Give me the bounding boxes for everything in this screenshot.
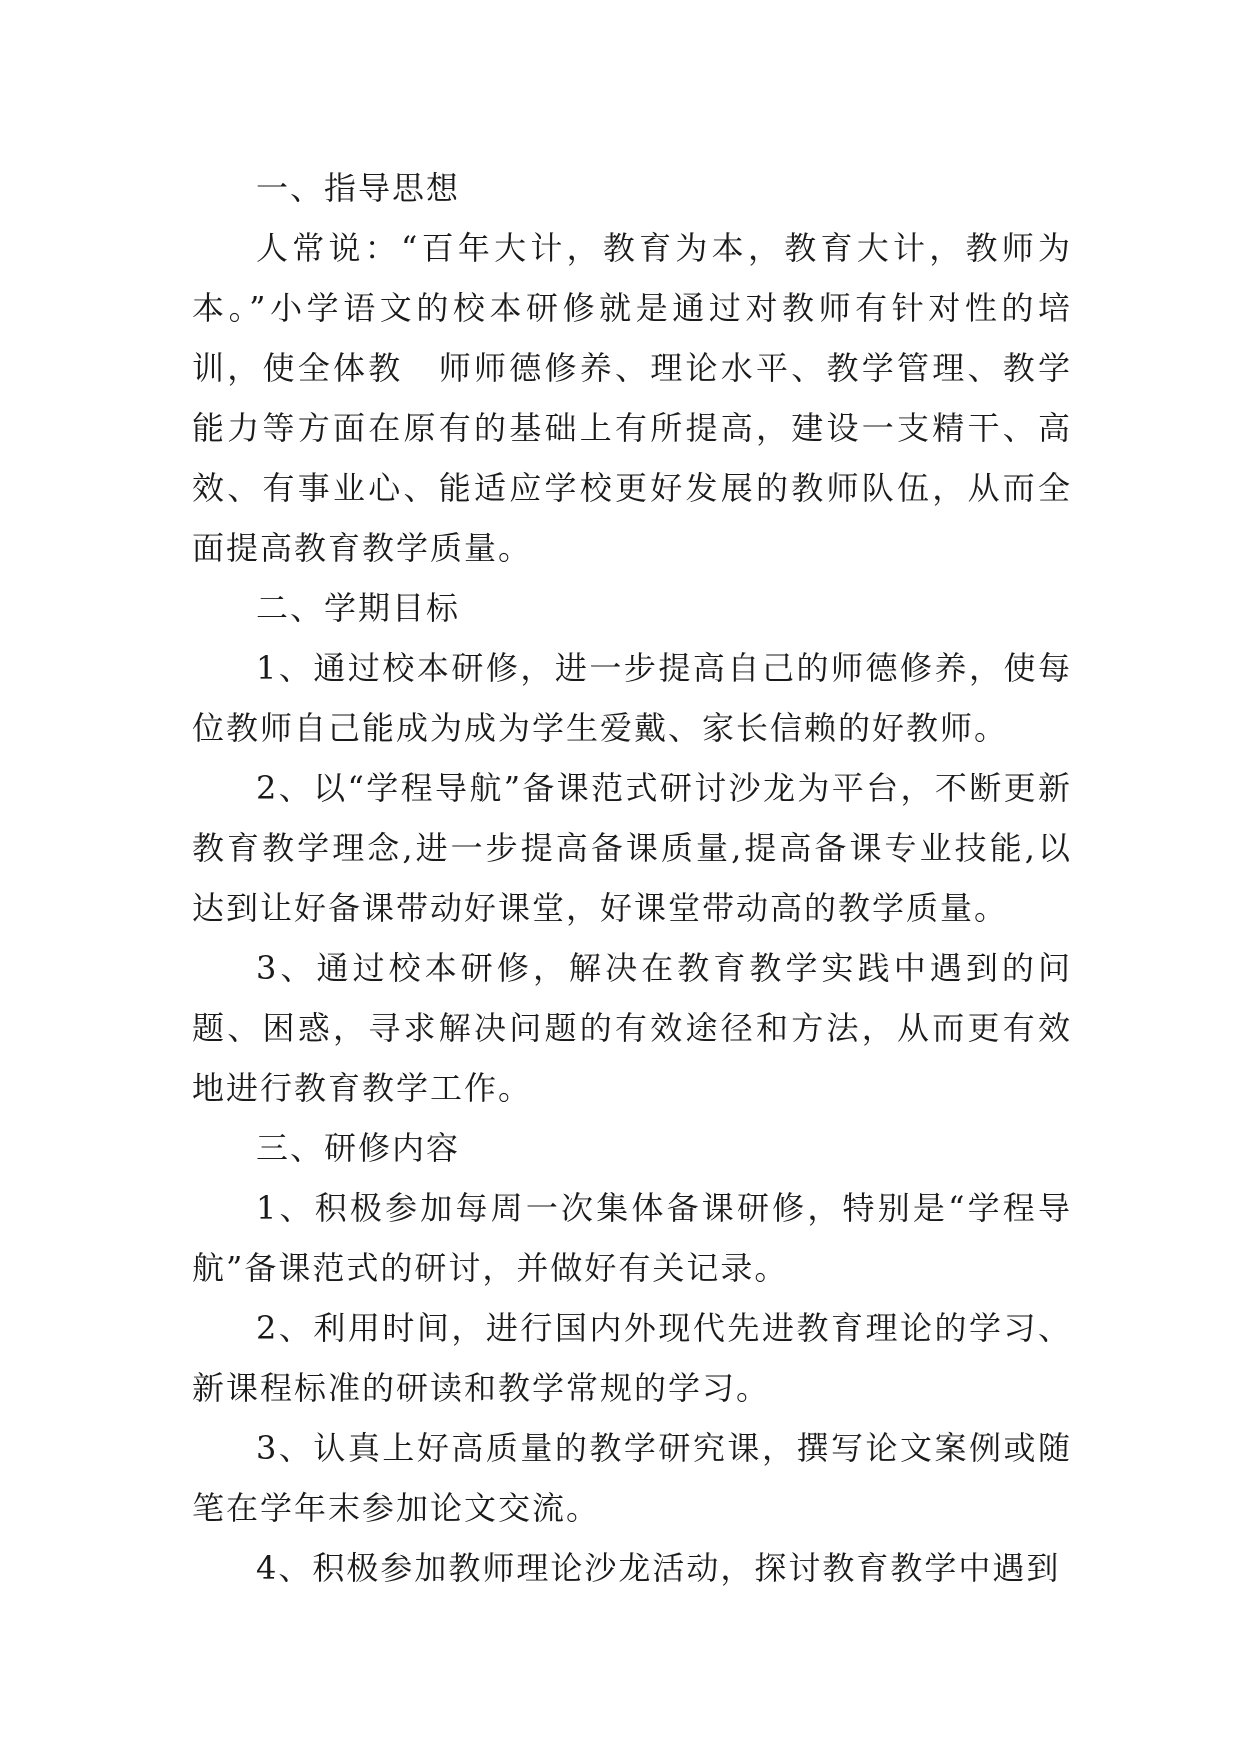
- section-heading-study-content: 三、研修内容: [256, 1129, 461, 1167]
- paragraph-goal-2: 2、以“学程导航”备课范式研讨沙龙为平台，不断更新教育教学理念,进一步提高备课质量,提高备课专业技能,以达到让好备课带动好课堂，好课堂带动高的教学质量。: [192, 769, 1072, 927]
- paragraph-goal-1: 1、通过校本研修，进一步提高自己的师德修养，使每位教师自己能成为成为学生爱戴、家长信赖的好教师。: [192, 649, 1072, 747]
- paragraph-goal-3: 3、通过校本研修，解决在教育教学实践中遇到的问题、困惑，寻求解决问题的有效途径和方法，从而更有效地进行教育教学工作。: [192, 949, 1072, 1107]
- section-heading-semester-goals: 二、学期目标: [256, 589, 461, 627]
- document-body: [192, 158, 1072, 1598]
- paragraph-content-2: 2、利用时间，进行国内外现代先进教育理论的学习、新课程标准的研读和教学常规的学习。: [192, 1309, 1072, 1407]
- paragraph-content-3: 3、认真上好高质量的教学研究课，撰写论文案例或随笔在学年末参加论文交流。: [192, 1429, 1072, 1527]
- paragraph-content-4: 4、积极参加教师理论沙龙活动，探讨教育教学中遇到: [256, 1549, 1061, 1587]
- paragraph-content-1: 1、积极参加每周一次集体备课研修，特别是“学程导航”备课范式的研讨，并做好有关记录。: [192, 1189, 1072, 1287]
- section-heading-guiding-thought: 一、指导思想: [256, 169, 461, 207]
- paragraph-guiding-thought: 人常说：“百年大计，教育为本，教育大计，教师为本。”小学语文的校本研修就是通过对教师有针对性的培训，使全体教 师师德修养、理论水平、教学管理、教学能力等方面在原有的基础上有所提高，建设一支精干、高效、有事业心、能适应学校更好发展的教师队伍，从而全面提高教育教学质量。: [192, 229, 1072, 567]
